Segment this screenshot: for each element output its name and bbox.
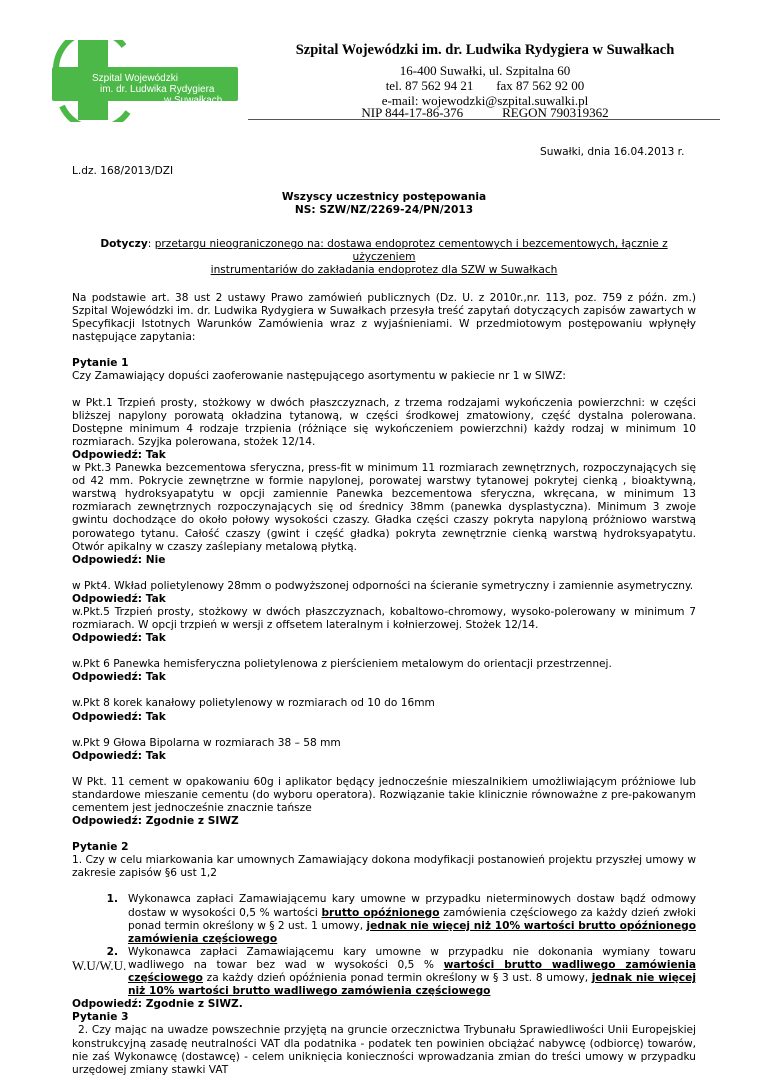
q1-answer-9: Odpowiedź: Tak [72, 749, 166, 762]
logo-cross-icon [52, 40, 242, 122]
hospital-nip: NIP 844-17-86-376 [361, 105, 464, 120]
q2-item-1-part-d: jednak nie więcej niż 10% wartości brutto opóźnionego zamówienia częściowego [128, 919, 696, 945]
logo-text-line2: im. dr. Ludwika Rydygiera [100, 84, 215, 95]
q2-list-item-2 [72, 946, 696, 998]
q1-answer-3: Odpowiedź: Nie [72, 553, 166, 566]
q2-list-item-1 [72, 893, 696, 945]
q2-item-1-part-a: Wykonawca zapłaci Zamawiającemu kary umowne w przypadku nieterminowych dostaw bądź odmowy dostaw w wysokości 0,5 % wartości [128, 893, 696, 919]
subject-text-1: przetargu nieograniczonego na: dostawa endoprotez cementowych i bezcementowych, łącznie z użyczeniem [154, 238, 668, 264]
subject-block [72, 238, 696, 277]
q2-item-2-part-d: jednak nie więcej niż 10% wartości brutto wadliwego zamówienia częściowego [128, 972, 697, 998]
q1-answer-6: Odpowiedź: Tak [72, 671, 166, 684]
question-3-title: Pytanie 3 [72, 1011, 129, 1024]
q1-item-6: w.Pkt 6 Panewka hemisferyczna polietylenowa z pierścieniem metalowym do orientacji przestrzennej. [72, 658, 612, 671]
hospital-address: 16-400 Suwałki, ul. Szpitalna 60 [399, 63, 571, 78]
q1-answer-4: Odpowiedź: Tak [72, 592, 166, 605]
q1-answer-11: Odpowiedź: Zgodnie z SIWZ [72, 815, 239, 828]
document-body [72, 292, 696, 1077]
document-date: Suwałki, dnia 16.04.2013 r. [540, 146, 685, 158]
q2-item-2-part-c: za każdy dzień opóźnienia ponad termin określony w § 3 ust. 8 umowy, [202, 972, 592, 985]
logo-text-line3: w Suwałkach [164, 95, 223, 106]
hospital-fax: fax 87 562 92 00 [496, 78, 585, 93]
q2-item-1-part-c: zamówienia częściowego za każdy dzień zwłoki ponad termin określony w § 2 ust. 1 umowy, [128, 906, 697, 932]
header-divider [248, 119, 720, 120]
question-1-lead: Czy Zamawiający dopuści zaoferowanie następującego asortymentu w pakiecie nr 1 w SIWZ: [72, 370, 567, 383]
q1-item-3: w Pkt.3 Panewka bezcementowa sferyczna, press-fit w minimum 11 rozmiarach zewnętrznych, rozpoczynających się od 42 mm. Pokrycie zewnętrzne w formie napylonej, porowatej warstwy tytanowej pokrytej cienką , bioaktywną, warstwą hydroksyapatytu w opcji zamiennie Panewka bezcementowa sferyczna, wkręcana, w minimum 13 rozmiarach zewnętrznych rozpoczynających się od średnicy 38mm (panewka dysplastyczna). Minimum 3 zwoje gwintu dochodzące do około połowy wysokości czaszy. Gładka części czaszy pokryta napyloną próżniowo warstwą porowatego tytanu. Całość czaszy (gwint i część gładka) pokryta zewnętrznie cienką warstwą hydroksyapatytu. Otwór apikalny w czaszy zaślepiany metalową płytką. [72, 462, 696, 553]
footer-initials: W.U/W.U. [72, 958, 127, 973]
q2-item-1-part-b: brutto opóźnionego [321, 906, 440, 919]
hospital-email: e-mail: wojewodzki@szpital.suwalki.pl [381, 93, 589, 108]
q1-answer-8: Odpowiedź: Tak [72, 710, 166, 723]
case-number: NS: SZW/NZ/2269-24/PN/2013 [294, 204, 474, 217]
subject-label: Dotyczy [100, 238, 148, 250]
q2-item-1-number: 1. [106, 893, 118, 906]
q2-answer: Odpowiedź: Zgodnie z SIWZ. [72, 998, 243, 1011]
q1-item-9: w.Pkt 9 Głowa Bipolarna w rozmiarach 38 – 58 mm [72, 736, 341, 749]
q1-item-1: w Pkt.1 Trzpień prosty, stożkowy w dwóch płaszczyznach, z trzema rodzajami wykończenia powierzchni: w części bliższej napylony porowatą okładzina tytanową, w części środkowej zmatowiony, część dystalna polerowana. Dostępne minimum 4 rodzaje trzpienia (różniące się wykończeniem powierzchni) każdy rodzaj w minimum 10 rozmiarach. Szyjka polerowana, stożek 12/14. [72, 396, 696, 448]
recipients-block [72, 191, 696, 217]
q1-item-4: w Pkt4. Wkład polietylenowy 28mm o podwyższonej odporności na ścieranie symetryczny i zamiennie asymetryczny. [72, 579, 694, 592]
hospital-ids [250, 105, 720, 120]
reference-number: L.dz. 168/2013/DZI [72, 165, 174, 177]
question-1-title: Pytanie 1 [72, 357, 129, 370]
hospital-phone-fax [250, 78, 720, 93]
question-2-lead: 1. Czy w celu miarkowania kar umownych Zamawiający dokona modyfikacji postanowień projektu przyszłej umowy w zakresie zapisów §6 ust 1,2 [72, 854, 696, 880]
intro-paragraph: Na podstawie art. 38 ust 2 ustawy Prawo zamówień publicznych (Dz. U. z 2010r.,nr. 113, poz. 759 z późn. zm.) Szpital Wojewódzki im. dr. Ludwika Rydygiera w Suwałkach przesyła treść zapytań dotyczących zapisów zawartych w Specyfikacji Istotnych Warunków Zamówienia wraz z wyjaśnieniami. W przedmiotowym postępowaniu wpłynęły następujące zapytania: [72, 292, 696, 344]
subject-text-2: instrumentariów do zakładania endoprotez dla SZW w Suwałkach [210, 264, 558, 277]
q2-item-1-text [128, 893, 696, 945]
logo-text-line1: Szpital Wojewódzki [92, 73, 178, 84]
question-2-title: Pytanie 2 [72, 841, 129, 854]
subject-line-1: Dotyczy: przetargu nieograniczonego na: dostawa endoprotez cementowych i bezcementowych, łącznie z użyczeniem [100, 238, 668, 264]
q1-item-11: W Pkt. 11 cement w opakowaniu 60g i aplikator będący jednocześnie mieszalnikiem umożliwiającym próżniowe lub standardowe mieszanie cementu (do wyboru operatora). Rozwiązanie takie klinicznie równoważne z pre-pakowanym cementem jest jednocześnie znacznie tańsze [72, 775, 696, 814]
question-3-text: 2. Czy mając na uwadze powszechnie przyjętą na gruncie orzecznictwa Trybunału Sprawiedliwości Unii Europejskiej konstrukcyjną zasadę neutralności VAT dla podatnika - podatek ten powinien obciążać nabywcę (odbiorcę) towarów, nie zaś Wykonawcę (dostawcę) - celem uniknięcia konieczności wprowadzania zmian do treści umowy w przypadku urzędowej zmiany stawki VAT [72, 1024, 696, 1076]
hospital-regon: REGON 790319362 [502, 105, 609, 120]
q1-answer-5: Odpowiedź: Tak [72, 632, 166, 645]
q2-item-2-number: 2. [106, 945, 118, 958]
q1-item-5: w.Pkt.5 Trzpień prosty, stożkowy w dwóch płaszczyznach, kobaltowo-chromowy, wysoko-polerowany w minimum 7 rozmiarach. W opcji trzpień w wersji z offsetem lateralnym i kołnierzowej. Stożek 12/14. [72, 605, 696, 632]
q1-item-8: w.Pkt 8 korek kanałowy polietylenowy w rozmiarach od 10 do 16mm [72, 697, 435, 710]
q2-item-2-text [128, 946, 696, 998]
q1-answer-1: Odpowiedź: Tak [72, 448, 166, 461]
hospital-tel: tel. 87 562 94 21 [385, 78, 474, 93]
q2-item-2-part-a: Wykonawca zapłaci Zamawiającemu kary umowne w przypadku nie dokonania wymiany towaru wadliwego na towar bez wad w wysokości 0,5 % [128, 945, 696, 971]
hospital-name-heading: Szpital Wojewódzki im. dr. Ludwika Rydygiera w Suwałkach [295, 42, 675, 58]
hospital-logo [52, 40, 242, 122]
recipients: Wszyscy uczestnicy postępowania [281, 191, 487, 203]
q2-item-2-part-b: wartości brutto wadliwego zamówienia częściowego [128, 958, 696, 985]
